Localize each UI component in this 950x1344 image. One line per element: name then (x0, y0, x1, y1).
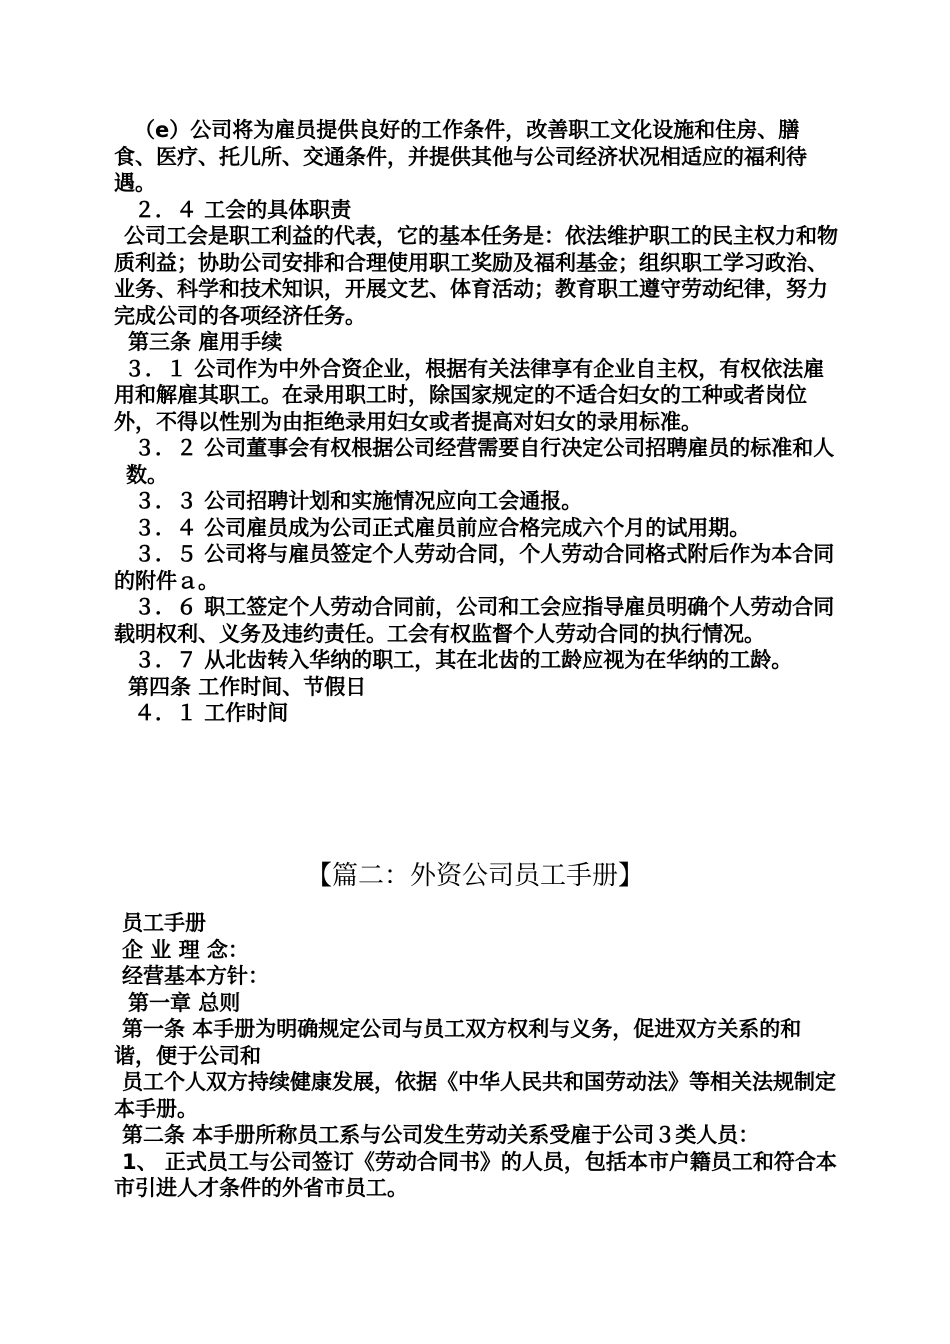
chapter-heading-1: 第一章 总则 (128, 990, 241, 1015)
article-2: 第二条 本手册所称员工系与公司发生劳动关系受雇于公司３类人员： (122, 1123, 760, 1147)
clause-3-2: ３．２ 公司董事会有权根据公司经营需要自行决定公司招聘雇员的标准和人 (134, 436, 835, 460)
article-1-continued: 员工个人双方持续健康发展，依据《中华人民共和国劳动法》等相关法规制定本手册。 (114, 1070, 836, 1121)
clause-3-6: ３．６ 职工签定个人劳动合同前，公司和工会应指导雇员明确个人劳动合同载明权利、义务及违约责任。工会有权监督个人劳动合同的执行情况。 (114, 595, 835, 646)
paragraph-welfare: （e）公司将为雇员提供良好的工作条件，改善职工文化设施和住房、膳食、医疗、托儿所、交通条件，并提供其他与公司经济状况相适应的福利待遇。 (114, 118, 807, 195)
article-heading-3: 第三条 雇用手续 (128, 330, 283, 354)
clause-4-1: ４．１ 工作时间 (134, 701, 289, 725)
enterprise-philosophy-label: 企 业 理 念： (122, 937, 249, 962)
clause-3-5: ３．５ 公司将与雇员签定个人劳动合同，个人劳动合同格式附后作为本合同的附件ａ。 (114, 542, 835, 593)
section-part-two (114, 910, 838, 1202)
clause-heading-2-4: ２．４ 工会的具体职责 (134, 197, 352, 222)
handbook-title: 员工手册 (122, 911, 206, 935)
article-1: 第一条 本手册为明确规定公司与员工双方权利与义务，促进双方关系的和谐，便于公司和 (114, 1017, 802, 1068)
article-2-item-1: 1、 正式员工与公司签订《劳动合同书》的人员，包括本市户籍员工和符合本市引进人才条件的外省市员工。 (114, 1149, 837, 1200)
clause-3-2-continued: 数。 (126, 462, 168, 487)
business-policy-label: 经营基本方针： (122, 964, 269, 988)
clause-3-4: ３．４ 公司雇员成为公司正式雇员前应合格完成六个月的试用期。 (134, 515, 751, 540)
clause-3-3: ３．３ 公司招聘计划和实施情况应向工会通报。 (134, 489, 583, 513)
section-part-one (114, 117, 838, 727)
paragraph-union-duties: 公司工会是职工利益的代表，它的基本任务是：依法维护职工的民主权力和物质利益；协助公司安排和合理使用职工奖励及福利基金；组织职工学习政治、业务、科学和技术知识，开展文艺、体育活动；教育职工遵守劳动纪律，努力完成公司的各项经济任务。 (114, 224, 838, 328)
section-title: 【篇二：外资公司员工手册】 (305, 861, 644, 891)
article-heading-4: 第四条 工作时间、节假日 (128, 674, 367, 699)
clause-3-7: ３．７ 从北齿转入华纳的职工，其在北齿的工龄应视为在华纳的工龄。 (134, 648, 793, 672)
clause-3-1: ３．１ 公司作为中外合资企业，根据有关法律享有企业自主权，有权依法雇用和解雇其职工。在录用职工时，除国家规定的不适合妇女的工种或者岗位外，不得以性别为由拒绝录用妇女或者提高对妇女的录用标准。 (114, 356, 825, 434)
